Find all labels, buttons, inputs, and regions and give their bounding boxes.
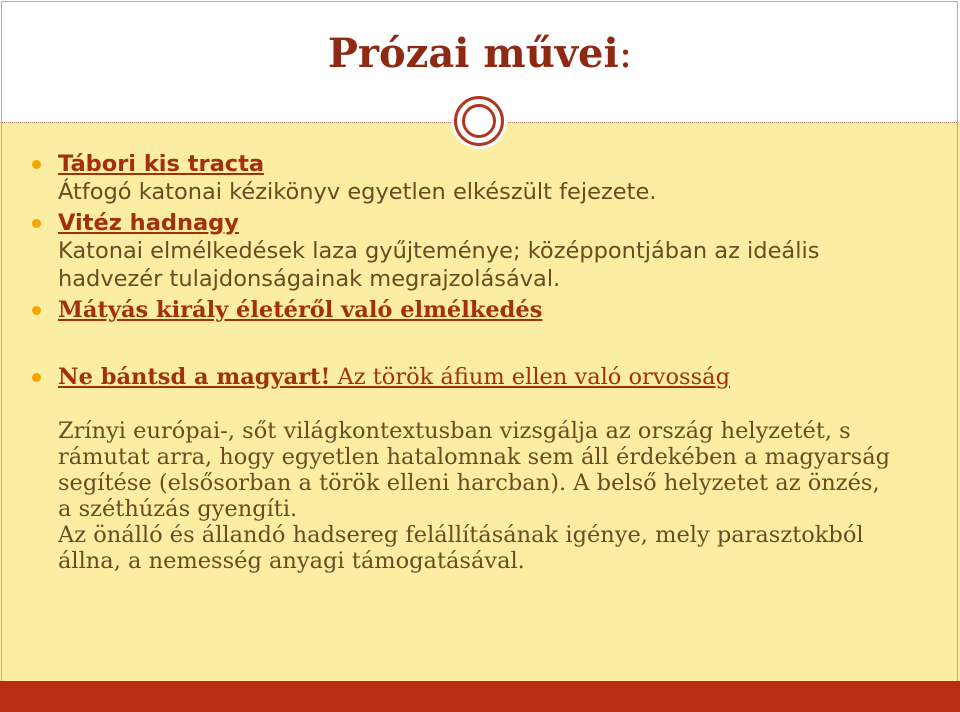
item-desc-vitez-line2: hadvezér tulajdonságainak megrajzolásával. (58, 266, 561, 292)
paragraph-line: állna, a nemesség anyagi támogatásával. (58, 548, 525, 574)
item-heading-ne-bantsd-rest[interactable]: Az török áfium ellen való orvosság (330, 364, 730, 390)
bottom-bar (0, 681, 960, 712)
item-desc-vitez-line1: Katonai elmélkedések laza gyűjteménye; középpontjában az ideális (58, 238, 820, 264)
paragraph-line: a széthúzás gyengíti. (58, 496, 298, 522)
frame-border-left (1, 1, 2, 681)
item-desc-tabori: Átfogó katonai kézikönyv egyetlen elkészült fejezete. (58, 179, 657, 205)
bullet-icon (32, 373, 41, 382)
bullet-icon (32, 306, 41, 315)
paragraph-line: segítése (elsősorban a török elleni harcban). A belső helyzetet az önzés, (58, 470, 880, 496)
item-heading-ne-bantsd[interactable] (58, 363, 730, 391)
paragraph-line: Az önálló és állandó hadsereg felállításának igénye, mely parasztokból (58, 522, 864, 548)
title-colon: : (618, 31, 633, 77)
item-heading-vitez[interactable]: Vitéz hadnagy (58, 210, 239, 236)
frame-border-top (1, 1, 957, 2)
item-heading-tabori[interactable]: Tábori kis tracta (58, 151, 265, 177)
slide-title (0, 30, 960, 78)
bullet-icon (32, 160, 41, 169)
paragraph-line: Zrínyi európai-, sőt világkontextusban vizsgálja az ország helyzetét, s (58, 418, 851, 444)
item-heading-matyas[interactable]: Mátyás király életéről való elmélkedés (58, 297, 543, 323)
ornament-inner-ring-icon (462, 104, 496, 138)
bullet-icon (32, 219, 41, 228)
frame-border-right (957, 1, 958, 681)
title-text: Prózai művei (327, 30, 619, 77)
item-heading-ne-bantsd-bold[interactable]: Ne bántsd a magyart! (58, 364, 331, 390)
paragraph-line: rámutat arra, hogy egyetlen hatalomnak sem áll érdekében a magyarság (58, 444, 891, 470)
